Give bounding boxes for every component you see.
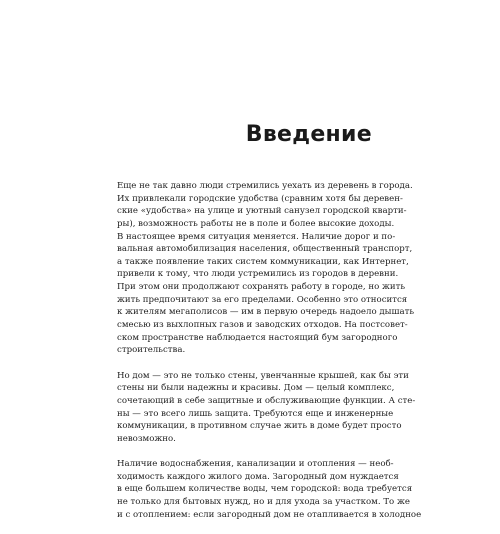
paragraph-1 bbox=[117, 180, 415, 357]
text-line: привели к тому, что люди устремились из городов в деревни. bbox=[117, 269, 399, 280]
text-line: вальная автомобилизация населения, общественный транспорт, bbox=[117, 244, 413, 255]
text-line: ские «удобства» на улице и уютный санузел городской кварти- bbox=[117, 206, 407, 217]
text-line: ском пространстве наблюдается настоящий бум загородного bbox=[117, 332, 398, 343]
text-line: в еще большем количестве воды, чем городской: вода требуется bbox=[117, 484, 413, 495]
text-line: сочетающий в себе защитные и обслуживающие функции. А сте- bbox=[117, 395, 416, 406]
text-line: смесью из выхлопных газов и заводских отходов. На постсовет- bbox=[117, 320, 408, 331]
text-line: ры), возможность работы не в поле и более высокие доходы. bbox=[117, 218, 395, 229]
text-line: Но дом — это не только стены, увенчанные крышей, как бы эти bbox=[117, 370, 409, 381]
text-line: строительства. bbox=[117, 345, 186, 356]
text-line: ны — это всего лишь защита. Требуются еще и инженерные bbox=[117, 408, 394, 419]
text-line: и с отоплением: если загородный дом не отапливается в холодное bbox=[117, 509, 422, 520]
text-line: коммуникации, в противном случае жить в доме будет просто bbox=[117, 421, 402, 432]
chapter-title: Введение bbox=[245, 122, 372, 147]
text-line: к жителям мегаполисов — им в первую очередь надоело дышать bbox=[117, 307, 415, 318]
text-line: не только для бытовых нужд, но и для ухода за участком. То же bbox=[117, 497, 410, 508]
text-line: Наличие водоснабжения, канализации и отопления — необ- bbox=[117, 459, 394, 470]
text-line: невозможно. bbox=[117, 433, 176, 444]
text-line: стены ни были надежны и красивы. Дом — целый комплекс, bbox=[117, 383, 395, 394]
text-line: В настоящее время ситуация меняется. Наличие дорог и по- bbox=[117, 231, 396, 242]
text-line: Их привлекали городские удобства (сравним хотя бы деревен- bbox=[117, 193, 403, 204]
text-line: ходимость каждого жилого дома. Загородный дом нуждается bbox=[117, 471, 399, 482]
text-line: Еще не так давно люди стремились уехать из деревень в города. bbox=[117, 181, 413, 191]
text-line: а также появление таких систем коммуникации, как Интернет, bbox=[117, 256, 409, 267]
paragraph-2 bbox=[117, 370, 416, 446]
text-line: При этом они продолжают сохранять работу в городе, но жить bbox=[117, 282, 406, 293]
body-text bbox=[117, 180, 422, 534]
paragraph-3 bbox=[117, 458, 422, 521]
text-line: жить предпочитают за его пределами. Особенно это относится bbox=[117, 294, 408, 305]
